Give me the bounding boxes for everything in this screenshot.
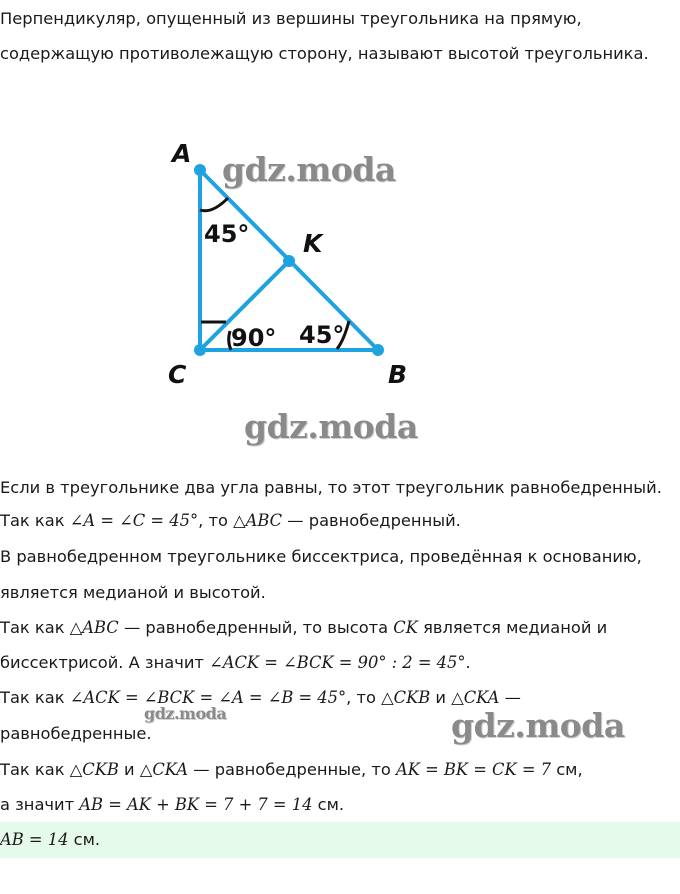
- label-c: C: [168, 360, 187, 389]
- watermark-4: gdz.moda: [451, 706, 625, 745]
- label-b: B: [388, 360, 408, 389]
- intro-line-2: содержащую противолежащую сторону, называют высотой треугольника.: [0, 44, 649, 63]
- watermark-1: gdz.moda: [222, 150, 396, 189]
- angle-arc-a: [200, 198, 228, 211]
- solution-line-7: Так как ∠ACK = ∠BCK = ∠A = ∠B = 45°, то △CKB и △CKA —: [0, 688, 521, 707]
- point-k: [283, 255, 295, 267]
- solution-line-4: является медианой и высотой.: [0, 583, 266, 602]
- intro-line-1: Перпендикуляр, опущенный из вершины треугольника на прямую,: [0, 9, 582, 28]
- solution-line-9: Так как △CKB и △CKA — равнобедренные, то AK = BK = CK = 7 см,: [0, 760, 583, 779]
- solution-line-3: В равнобедренном треугольнике биссектриса, проведённая к основанию,: [0, 547, 642, 566]
- label-k: K: [303, 229, 323, 258]
- solution-line-2: Так как ∠A = ∠C = 45°, то △ABC — равнобедренный.: [0, 511, 461, 530]
- point-b: [372, 344, 384, 356]
- solution-line-8: равнобедренные.: [0, 724, 152, 743]
- watermark-2: gdz.moda: [244, 407, 418, 446]
- solution-line-6: биссектрисой. А значит ∠ACK = ∠BCK = 90° : 2 = 45°.: [0, 653, 471, 672]
- angle-label-b: 45°: [299, 321, 345, 349]
- label-a: A: [172, 139, 192, 168]
- point-c: [194, 344, 206, 356]
- solution-line-5: Так как △ABC — равнобедренный, то высота CK является медианой и: [0, 618, 608, 637]
- solution-line-1: Если в треугольнике два угла равны, то этот треугольник равнобедренный.: [0, 478, 662, 497]
- answer-highlight: [0, 822, 680, 858]
- angle-label-c: 90°: [231, 324, 277, 352]
- watermark-3: gdz.moda: [144, 704, 227, 723]
- solution-line-10: а значит AB = AK + BK = 7 + 7 = 14 см.: [0, 795, 345, 814]
- angle-label-a: 45°: [204, 220, 250, 248]
- answer-line: AB = 14 см.: [0, 830, 101, 849]
- point-a: [194, 164, 206, 176]
